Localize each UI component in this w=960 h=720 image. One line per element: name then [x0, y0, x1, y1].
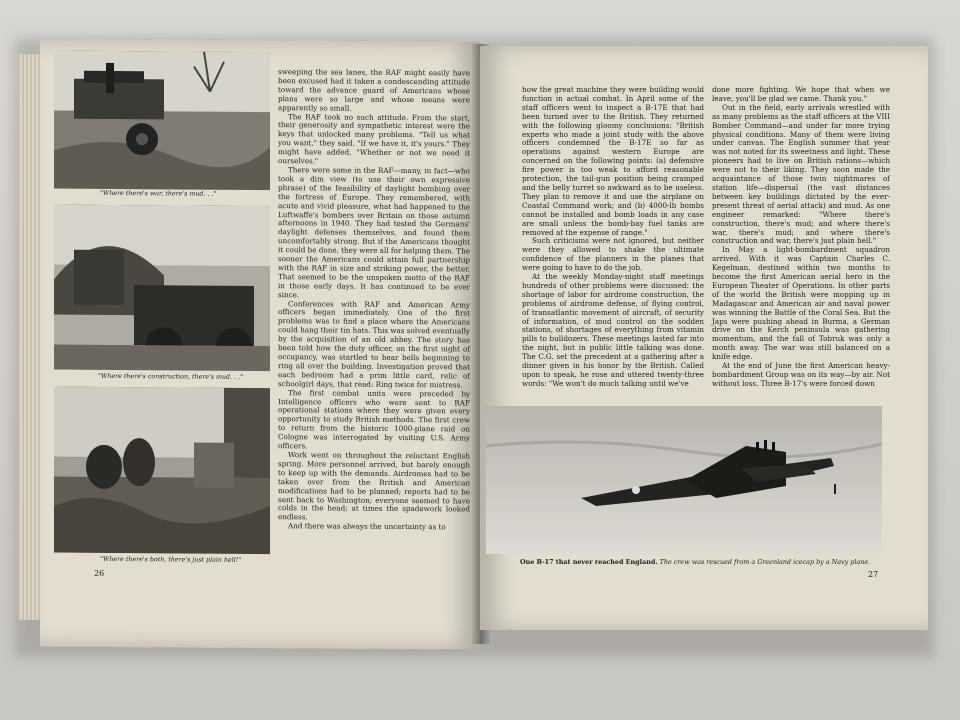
paragraph: And there was always the uncertainty as to: [288, 521, 446, 532]
right-column-2-text: [712, 86, 890, 389]
paragraph: Work went on throughout the reluctant English spring. More personnel arrived, but barely enough to keep up with the demands. Airdromes had to be taken over from the British and American modifications had to be planned; reports had to be sent back to Washington; everyone seemed to have colds in the head; at times the spadework looked endless.: [278, 450, 470, 522]
page-number-right: 27: [868, 570, 879, 579]
photo-men-in-mud: [54, 387, 270, 555]
photo-caption-1: "Where there's war, there's mud. . .": [100, 189, 217, 198]
paragraph: sweeping the sea lanes, the RAF might easily have been excused had it taken a condescending attitude toward the advance guard of Americans whose plans were so large and whose means were apparently so small.: [278, 67, 470, 113]
paragraph: how the great machine they were building would function in actual combat. In April some of the staff officers went to inspect a B-17E that had been turned over to the British. They returned with the following gloomy conclusions: "British experts who made a joint study with the above officers condemned the B-17E so far as operations against western Europe are concerned on the following points: (a) defensive fire power is too weak to afford reasonable protection, the tail-gun position being cramped and the belly turret so awkward as to be useless. They plan to remove it and use the airplane on Coastal Command work; and (b) 4000-lb bombs cannot be installed and bomb loads in any case are small unless the bomb-bay fuel tanks are removed at the expense of range.": [522, 85, 704, 237]
right-column-1-text: [522, 86, 704, 389]
photo-caption-3: "Where there's both, there's just plain hell!": [100, 555, 242, 564]
page-number-left: 26: [94, 568, 105, 578]
paragraph: The first combat units were preceded by Intelligence officers who were sent to RAF operational stations where they were given every opportunity to study British methods. The first crew to return from the historic 1000-plane raid on Cologne was interrogated by visiting U.S. Army officers.: [278, 387, 470, 451]
paragraph: There were some in the RAF—many, in fact—who took a dim view (to use their own expressive phrase) of the feasibility of daylight bombing over the fortress of Europe. They remembered, with acute and vivid pleasure, what had happened to the Luftwaffe's bombers over Britain on those autumn afternoons in 1940. They had tested the Germans' daylight defenses themselves, and found them uncomfortably strong. But if the Americans thought it could be done, they were all for helping them. The sooner the Americans could attain full partnership with the RAF in size and striking power, the better. That seemed to be the unspoken motto of the RAF in those early days. It has continued to be ever since.: [278, 165, 470, 299]
photo-hut-and-tractor: [54, 205, 270, 372]
photo-caption-b17-italic: The crew was rescued from a Greenland icecap by a Navy plane.: [659, 558, 871, 566]
left-column-text: [278, 68, 470, 532]
paragraph: Such criticisms were not ignored, but neither were they allowed to shake the ultimate confidence of the planners in the planes that were going to have to do the job.: [522, 236, 704, 273]
left-page: [40, 38, 480, 649]
right-page: [480, 46, 928, 630]
photo-caption-2: "Where there's construction, there's mud. . .": [98, 372, 243, 381]
paragraph: The RAF took no such attitude. From the start, their generosity and sympathetic interest were the keys that unlocked many problems. "Tell us what you want," they said. "If we have it, it's yours." They might have added, "Whether or not we need it ourselves.": [278, 111, 470, 166]
paragraph: At the weekly Monday-night staff meetings hundreds of other problems were discussed: the shortage of labor for airdrome construction, the problems of airdrome defense, of flying control, of transatlantic movement of aircraft, of security of information, of mud control on the sodden stations, of shortages of everything from vitamin pills to bulldozers. These meetings lasted far into the night, but in public little talking was done. The C.G. set the precedent at a gathering after a dinner given in his honor by the British. Called upon to speak, he rose and uttered twenty-three words: "We won't do much talking until we've: [522, 272, 704, 388]
paragraph: Conferences with RAF and American Army officers began immediately. One of the first problems was to find a place where the Americans could hang their tin hats. This was solved eventually by the acquisition of an old abbey. The story has been told how the duty officer, on the first night of occupancy, was startled to hear bells beginning to ring all over the building. Investigation proved that each bedroom had a prim little card, relic of schoolgirl days, that read: Ring twice for mistress.: [278, 298, 470, 390]
photo-b17-on-icecap: [486, 406, 882, 554]
photo-caption-b17: [520, 558, 890, 566]
photo-truck-in-mud: [54, 51, 270, 191]
photo-caption-b17-bold: One B-17 that never reached England.: [520, 558, 658, 566]
paragraph: done more fighting. We hope that when we leave, you'll be glad we came. Thank you.": [712, 85, 890, 103]
paragraph: At the end of June the first American heavy-bombardment Group was on its way—by air. Not without loss. Three B-17's were forced down: [712, 361, 890, 388]
paragraph: Out in the field, early arrivals wrestled with as many problems as the staff officers at the VIII Bomber Command—and under far more trying physical conditions. Many of them were living under canvas. The English summer that year was not noted for its sweetness and light. These pioneers had to live on British rations—which were not to their liking. They soon made the acquaintance of those twin nightmares of station life—dispersal (the vast distances between key buildings dictated by the ever-present threat of aerial attack) and mud. As one engineer remarked: "Where there's construction, there's mud; and where there's war, there's mud; and where there's construction and war, there's just plain hell.": [712, 102, 890, 246]
paragraph: In May a light-bombardment squadron arrived. With it was Captain Charles C. Kegelman, destined within two months to become the first American aerial hero in the European Theater of Operations. In other parts of the world the British were mopping up in Madagascar and American air and naval power was winning the Battle of the Coral Sea. But the Japs were pushing ahead in Burma, a German drive on the Kerch peninsula was gathering momentum, and the fall of Tobruk was only a month away. The war was still balanced on a knife edge.: [712, 245, 890, 362]
